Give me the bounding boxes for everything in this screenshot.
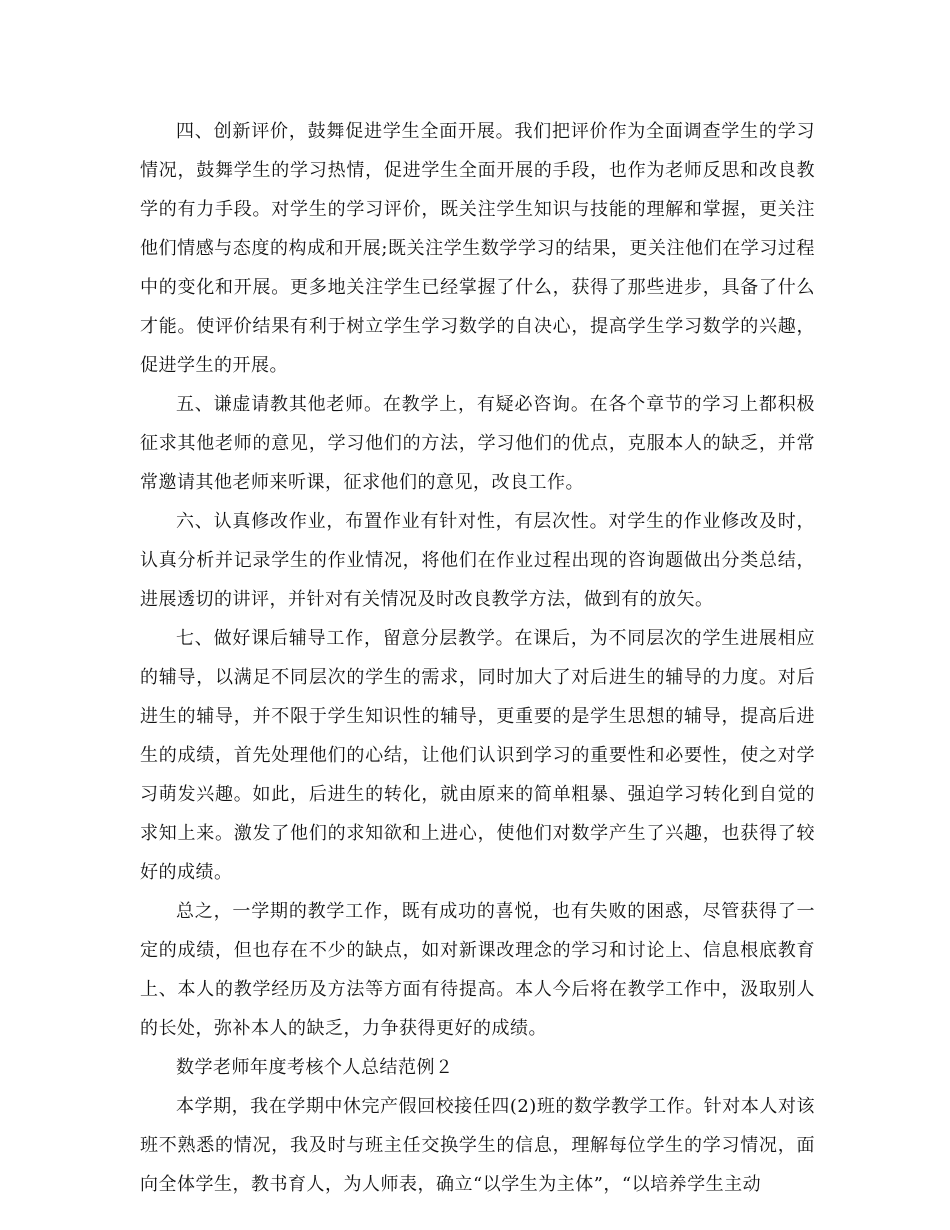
paragraph-tutoring: 七、做好课后辅导工作，留意分层教学。在课后，为不同层次的学生进展相应的辅导，以满足不同层次的学生的需求，同时加大了对后进生的辅导的力度。对后进生的辅导，并不限于学生知识性的辅导，更重要的是学生思想的辅导，提高后进生的成绩，首先处理他们的心结，让他们认识到学习的重要性和必要性，使之对学习萌发兴趣。如此，后进生的转化，就由原来的简单粗暴、强迫学习转化到自觉的求知上来。激发了他们的求知欲和上进心，使他们对数学产生了兴趣，也获得了较好的成绩。	[140, 628, 815, 883]
paragraph-summary: 总之，一学期的教学工作，既有成功的喜悦，也有失败的困惑，尽管获得了一定的成绩，但也存在不少的缺点，如对新课改理念的学习和讨论上、信息根底教育上、本人的教学经历及方法等方面有待提高。本人今后将在教学工作中，汲取别人的长处，弥补本人的缺乏，力争获得更好的成绩。	[140, 901, 815, 1039]
document-body	[140, 112, 815, 1204]
paragraph-semester-intro: 本学期，我在学期中休完产假回校接任四(2)班的数学教学工作。针对本人对该班不熟悉的情况，我及时与班主任交换学生的信息，理解每位学生的学习情况，面向全体学生，教书育人，为人师表，确立“以学生为主体”，“以培养学生主动	[140, 1096, 815, 1195]
paragraph-consult-teachers: 五、谦虚请教其他老师。在教学上，有疑必咨询。在各个章节的学习上都积极征求其他老师的意见，学习他们的方法，学习他们的优点，克服本人的缺乏，并常常邀请其他老师来听课，征求他们的意见，改良工作。	[140, 394, 815, 493]
section-title: 数学老师年度考核个人总结范例２	[176, 1057, 454, 1078]
paragraph-homework: 六、认真修改作业，布置作业有针对性，有层次性。对学生的作业修改及时，认真分析并记录学生的作业情况，将他们在作业过程出现的咨询题做出分类总结，进展透切的讲评，并针对有关情况及时改良教学方法，做到有的放矢。	[140, 511, 815, 610]
paragraph-evaluation: 四、创新评价，鼓舞促进学生全面开展。我们把评价作为全面调查学生的学习情况，鼓舞学生的学习热情，促进学生全面开展的手段，也作为老师反思和改良教学的有力手段。对学生的学习评价，既关注学生知识与技能的理解和掌握，更关注他们情感与态度的构成和开展;既关注学生数学学习的结果，更关注他们在学习过程中的变化和开展。更多地关注学生已经掌握了什么，获得了那些进步，具备了什么才能。使评价结果有利于树立学生学习数学的自决心，提高学生学习数学的兴趣，促进学生的开展。	[140, 121, 815, 376]
